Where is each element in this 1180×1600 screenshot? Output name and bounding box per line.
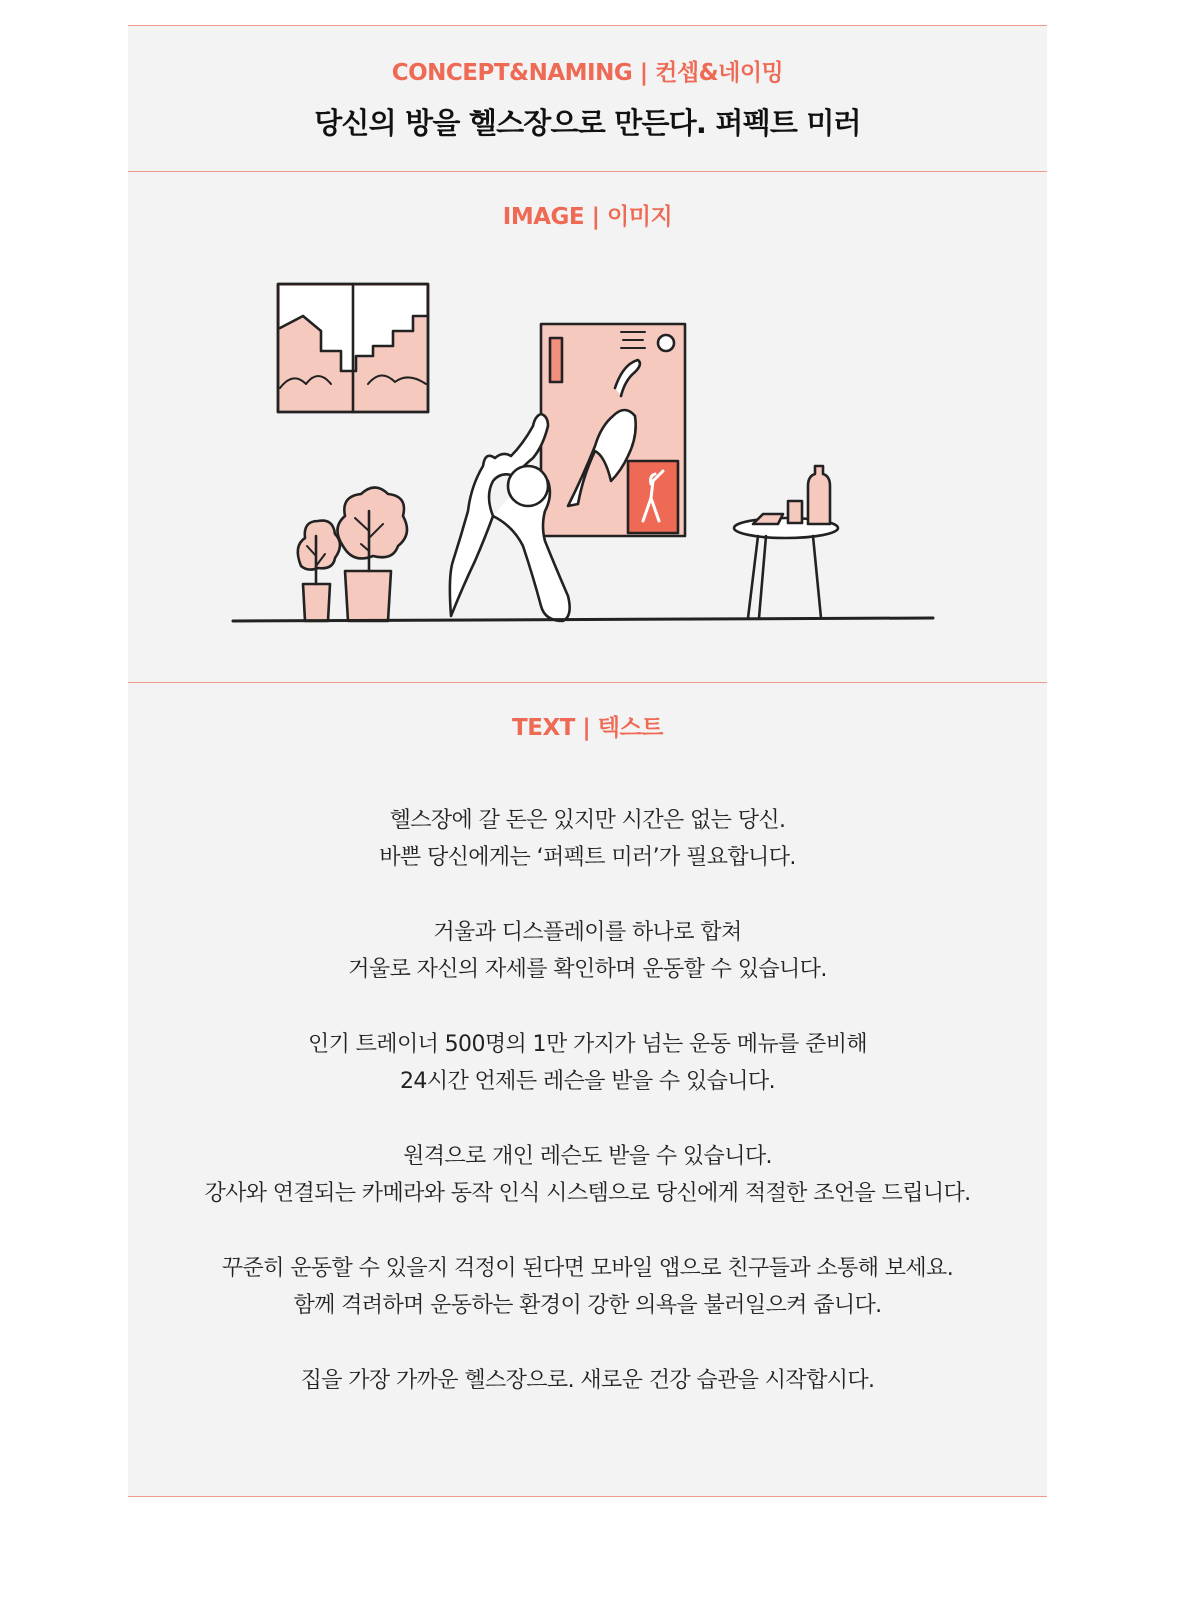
text-line: 인기 트레이너 500명의 1만 가지가 넘는 운동 메뉴를 준비해 xyxy=(307,1032,868,1057)
text-line: 24시간 언제든 레슨을 받을 수 있습니다. xyxy=(400,1069,775,1094)
window-drawing xyxy=(278,284,428,412)
paragraph xyxy=(128,1026,1047,1100)
content-panel xyxy=(128,25,1047,1497)
body-text xyxy=(128,802,1047,1437)
paragraph xyxy=(128,1250,1047,1324)
text-line: 바쁜 당신에게는 ‘퍼펙트 미러’가 필요합니다. xyxy=(379,845,796,870)
text-label: TEXT | 텍스트 xyxy=(512,715,663,741)
text-line: 거울로 자신의 자세를 확인하며 운동할 수 있습니다. xyxy=(348,957,827,982)
plant-small-drawing xyxy=(298,521,340,621)
text-line: 강사와 연결되는 카메라와 동작 인식 시스템으로 당신에게 적절한 조언을 드립니다. xyxy=(204,1181,971,1206)
side-table-drawing xyxy=(734,466,838,618)
paragraph xyxy=(128,1138,1047,1212)
text-line: 원격으로 개인 레슨도 받을 수 있습니다. xyxy=(403,1144,772,1169)
plant-large-drawing xyxy=(337,488,407,622)
paragraph xyxy=(128,1362,1047,1399)
mirror-drawing xyxy=(541,324,685,536)
text-line: 헬스장에 갈 돈은 있지만 시간은 없는 당신. xyxy=(389,808,786,833)
home-workout-illustration xyxy=(223,276,953,676)
paragraph xyxy=(128,802,1047,876)
floor-line xyxy=(233,618,933,621)
text-line: 집을 가장 가까운 헬스장으로. 새로운 건강 습관을 시작합시다. xyxy=(300,1368,875,1393)
concept-label: CONCEPT&NAMING | 컨셉&네이밍 xyxy=(391,60,784,86)
section-divider xyxy=(128,682,1047,683)
text-line: 함께 격려하며 운동하는 환경이 강한 의욕을 불러일으켜 줍니다. xyxy=(293,1293,882,1318)
paragraph xyxy=(128,914,1047,988)
text-line: 거울과 디스플레이를 하나로 합쳐 xyxy=(433,920,742,945)
concept-headline: 당신의 방을 헬스장으로 만든다. 퍼펙트 미러 xyxy=(314,106,861,140)
section-divider xyxy=(128,171,1047,172)
image-label: IMAGE | 이미지 xyxy=(502,204,673,230)
text-line: 꾸준히 운동할 수 있을지 걱정이 된다면 모바일 앱으로 친구들과 소통해 보세요. xyxy=(221,1256,954,1281)
